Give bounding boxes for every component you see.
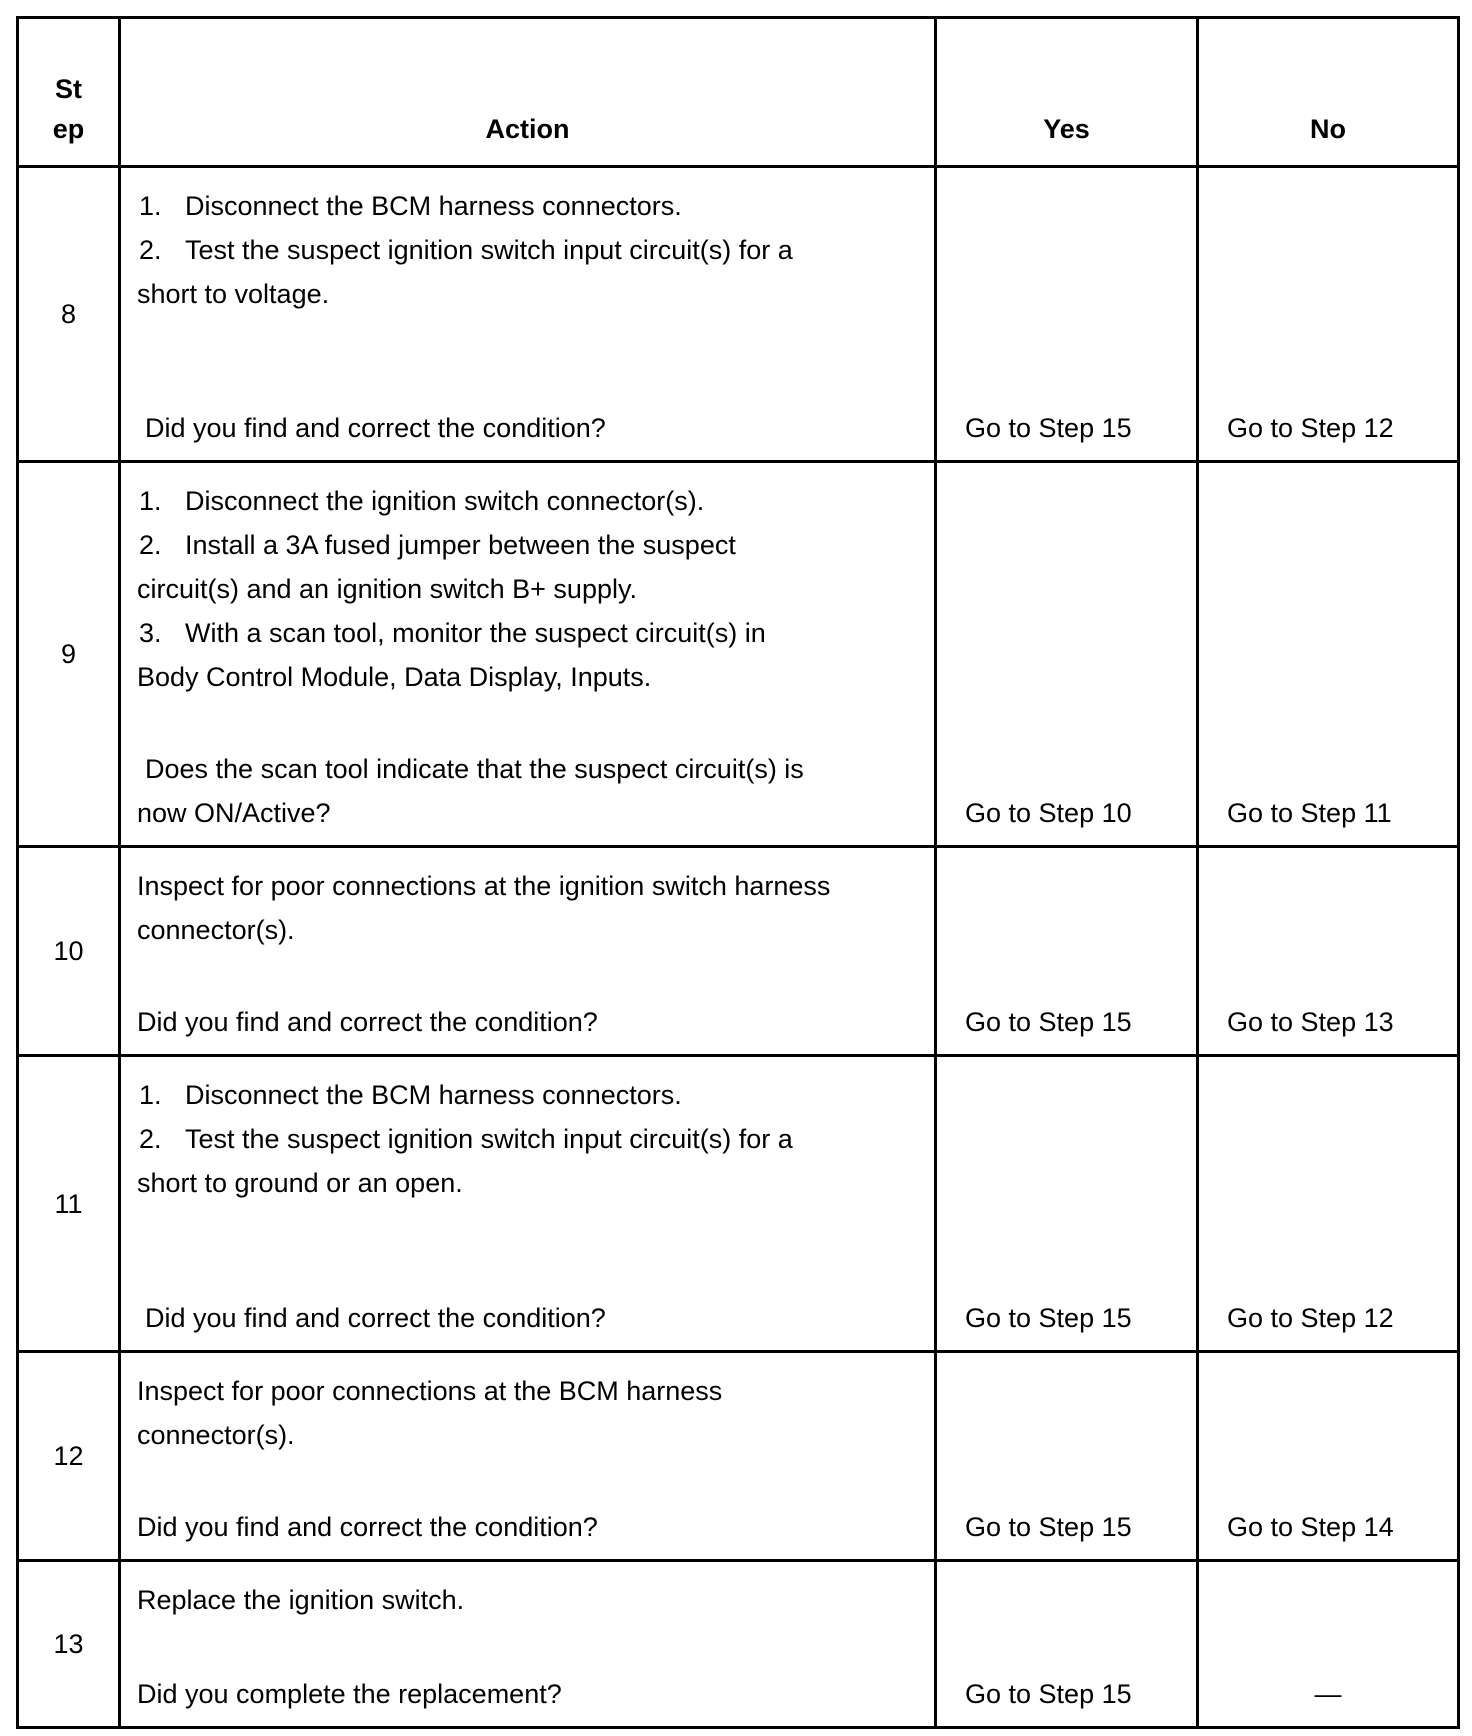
item-text-continued: Body Control Module, Data Display, Inputs. bbox=[137, 662, 652, 692]
action-cell bbox=[120, 462, 936, 847]
item-text-continued: circuit(s) and an ignition switch B+ supply. bbox=[137, 574, 637, 604]
action-text-continued: connector(s). bbox=[137, 915, 295, 945]
item-text: Install a 3A fused jumper between the suspect bbox=[185, 530, 736, 560]
action-instructions bbox=[121, 168, 934, 316]
action-question bbox=[137, 1000, 924, 1044]
action-question bbox=[137, 1672, 924, 1716]
action-question bbox=[145, 406, 924, 450]
action-cell bbox=[120, 1056, 936, 1352]
item-text: Test the suspect ignition switch input circuit(s) for a bbox=[185, 1124, 793, 1154]
yes-goto: Go to Step 15 bbox=[965, 1512, 1132, 1542]
step-header-line1: St bbox=[55, 74, 82, 104]
step-number: 12 bbox=[18, 1352, 120, 1561]
item-number: 1. bbox=[139, 486, 162, 516]
no-goto: Go to Step 12 bbox=[1227, 1303, 1394, 1333]
action-instructions bbox=[121, 1562, 934, 1622]
action-cell bbox=[120, 1352, 936, 1561]
no-goto: Go to Step 12 bbox=[1227, 413, 1394, 443]
no-cell bbox=[1198, 1056, 1459, 1352]
step-row bbox=[18, 462, 1459, 847]
step-header-line2: ep bbox=[52, 114, 85, 144]
step-header bbox=[18, 18, 120, 167]
action-text: Replace the ignition switch. bbox=[137, 1585, 465, 1615]
item-text-continued: short to ground or an open. bbox=[137, 1168, 463, 1198]
question-text: Did you find and correct the condition? bbox=[137, 1512, 598, 1542]
no-header: No bbox=[1198, 18, 1459, 167]
question-text-continued: now ON/Active? bbox=[137, 798, 331, 828]
item-text: Test the suspect ignition switch input circuit(s) for a bbox=[185, 235, 793, 265]
action-text: Inspect for poor connections at the ignition switch harness bbox=[137, 871, 831, 901]
action-step-item bbox=[137, 611, 934, 655]
no-goto: Go to Step 13 bbox=[1227, 1007, 1394, 1037]
yes-cell bbox=[936, 1561, 1198, 1728]
no-goto: Go to Step 14 bbox=[1227, 1512, 1394, 1542]
question-text: Does the scan tool indicate that the suspect circuit(s) is bbox=[145, 754, 804, 784]
action-instructions bbox=[121, 1353, 934, 1457]
yes-cell bbox=[936, 1352, 1198, 1561]
yes-cell bbox=[936, 462, 1198, 847]
action-question bbox=[137, 1505, 924, 1549]
diagnostic-table bbox=[16, 16, 1460, 1729]
action-header: Action bbox=[120, 18, 936, 167]
question-text: Did you find and correct the condition? bbox=[145, 413, 606, 443]
yes-goto: Go to Step 15 bbox=[965, 413, 1132, 443]
action-question bbox=[137, 747, 924, 835]
step-number: 8 bbox=[18, 167, 120, 462]
action-instructions bbox=[121, 848, 934, 952]
action-step-item bbox=[137, 1073, 934, 1117]
step-number: 13 bbox=[18, 1561, 120, 1728]
item-number: 2. bbox=[139, 1124, 162, 1154]
action-step-item bbox=[137, 479, 934, 523]
action-cell bbox=[120, 167, 936, 462]
yes-goto: Go to Step 15 bbox=[965, 1007, 1132, 1037]
step-row bbox=[18, 1056, 1459, 1352]
yes-goto: Go to Step 15 bbox=[965, 1679, 1132, 1709]
action-step-item bbox=[137, 523, 934, 567]
yes-cell bbox=[936, 167, 1198, 462]
yes-header: Yes bbox=[936, 18, 1198, 167]
yes-cell bbox=[936, 1056, 1198, 1352]
action-text: Inspect for poor connections at the BCM harness bbox=[137, 1376, 723, 1406]
action-instructions bbox=[121, 463, 934, 699]
step-number: 11 bbox=[18, 1056, 120, 1352]
item-text-continued: short to voltage. bbox=[137, 279, 330, 309]
item-text: With a scan tool, monitor the suspect circuit(s) in bbox=[185, 618, 766, 648]
no-goto: — bbox=[1314, 1679, 1342, 1709]
item-text: Disconnect the BCM harness connectors. bbox=[185, 1080, 682, 1110]
action-step-item bbox=[137, 228, 934, 272]
step-row bbox=[18, 847, 1459, 1056]
no-goto: Go to Step 11 bbox=[1227, 798, 1392, 828]
step-number: 9 bbox=[18, 462, 120, 847]
action-cell bbox=[120, 847, 936, 1056]
action-step-item bbox=[137, 1117, 934, 1161]
action-instructions bbox=[121, 1057, 934, 1205]
header-row bbox=[18, 18, 1459, 167]
no-cell bbox=[1198, 462, 1459, 847]
question-text: Did you find and correct the condition? bbox=[137, 1007, 598, 1037]
yes-goto: Go to Step 15 bbox=[965, 1303, 1132, 1333]
no-cell bbox=[1198, 847, 1459, 1056]
no-cell bbox=[1198, 167, 1459, 462]
item-text: Disconnect the ignition switch connector(s). bbox=[185, 486, 705, 516]
yes-cell bbox=[936, 847, 1198, 1056]
action-step-item bbox=[137, 184, 934, 228]
question-text: Did you complete the replacement? bbox=[137, 1679, 562, 1709]
action-question bbox=[145, 1296, 924, 1340]
yes-goto: Go to Step 10 bbox=[965, 798, 1132, 828]
item-number: 2. bbox=[139, 235, 162, 265]
item-text: Disconnect the BCM harness connectors. bbox=[185, 191, 682, 221]
item-number: 1. bbox=[139, 1080, 162, 1110]
item-number: 1. bbox=[139, 191, 162, 221]
action-cell bbox=[120, 1561, 936, 1728]
item-number: 2. bbox=[139, 530, 162, 560]
action-text-continued: connector(s). bbox=[137, 1420, 295, 1450]
step-row bbox=[18, 167, 1459, 462]
step-row bbox=[18, 1561, 1459, 1728]
no-cell bbox=[1198, 1352, 1459, 1561]
no-cell bbox=[1198, 1561, 1459, 1728]
step-number: 10 bbox=[18, 847, 120, 1056]
step-row bbox=[18, 1352, 1459, 1561]
item-number: 3. bbox=[139, 618, 162, 648]
question-text: Did you find and correct the condition? bbox=[145, 1303, 606, 1333]
